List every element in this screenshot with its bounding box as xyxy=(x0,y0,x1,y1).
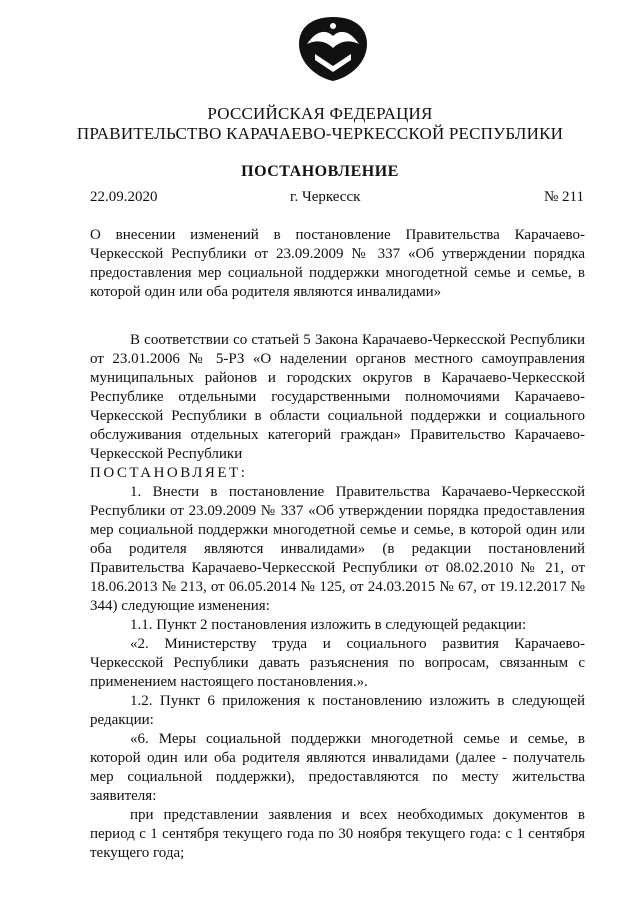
document-number: № 211 xyxy=(543,189,584,205)
document-city: г. Черкесск xyxy=(290,189,361,205)
paragraph-1-1: 1.1. Пункт 2 постановления изложить в следующей редакции: xyxy=(130,617,527,633)
paragraph-1: 1. Внести в постановление Правительства Карачаево-Черкесской Республики от 23.09.2009 № 337 «Об утверждении порядка предоставления мер социальной поддержки многодетной семье и семье, в которой один или оба родителя являются инвалидами» (в редакции постановлений Правительства Карачаево-Черкесской Республики от 08.02.2010 № 21, от 18.06.2013 № 213, от 06.05.2014 № 125, от 24.03.2015 № 67, от 19.12.2017 № 344) следующие изменения: xyxy=(90,484,585,614)
paragraph-6-a: при представлении заявления и всех необходимых документов в период с 1 сентября текущего года по 30 ноября текущего года: с 1 сентября текущего года; xyxy=(90,807,585,861)
document-subject: О внесении изменений в постановление Правительства Карачаево-Черкесской Республики от 23.09.2009 № 337 «Об утверждении порядка предоставления мер социальной поддержки многодетной семье и семье, в которой один или оба родителя являются инвалидами» xyxy=(90,227,585,300)
document-type: ПОСТАНОВЛЕНИЕ xyxy=(241,163,399,180)
document-date: 22.09.2020 xyxy=(90,189,158,205)
country-name: РОССИЙСКАЯ ФЕДЕРАЦИЯ xyxy=(207,104,433,123)
government-name: ПРАВИТЕЛЬСТВО КАРАЧАЕВО-ЧЕРКЕССКОЙ РЕСПУБЛИКИ xyxy=(76,124,564,143)
preamble: В соответствии со статьей 5 Закона Карачаево-Черкесской Республики от 23.01.2006 № 5-РЗ «О наделении органов местного самоуправления муниципальных районов и городских округов в Карачаево-Черкесской Республике отдельными государственными полномочиями Карачаево-Черкесской Республики в области социальной поддержки и социального обслуживания отдельных категорий граждан» Правительство Карачаево-Черкесской Республики xyxy=(90,332,585,462)
emblem-icon xyxy=(293,14,373,84)
document-body xyxy=(90,331,585,863)
paragraph-6: «6. Меры социальной поддержки многодетной семье и семье, в которой один или оба родителя являются инвалидами (далее - получатель мер социальной поддержки), предоставляются по месту жительства заявителя: xyxy=(90,731,585,804)
decree-word: ПОСТАНОВЛЯЕТ: xyxy=(90,465,248,481)
paragraph-1-1-text: «2. Министерству труда и социального развития Карачаево-Черкесской Республики давать разъяснения по вопросам, связанным с применением настоящего постановления.». xyxy=(90,636,585,690)
paragraph-1-2: 1.2. Пункт 6 приложения к постановлению изложить в следующей редакции: xyxy=(90,693,585,728)
